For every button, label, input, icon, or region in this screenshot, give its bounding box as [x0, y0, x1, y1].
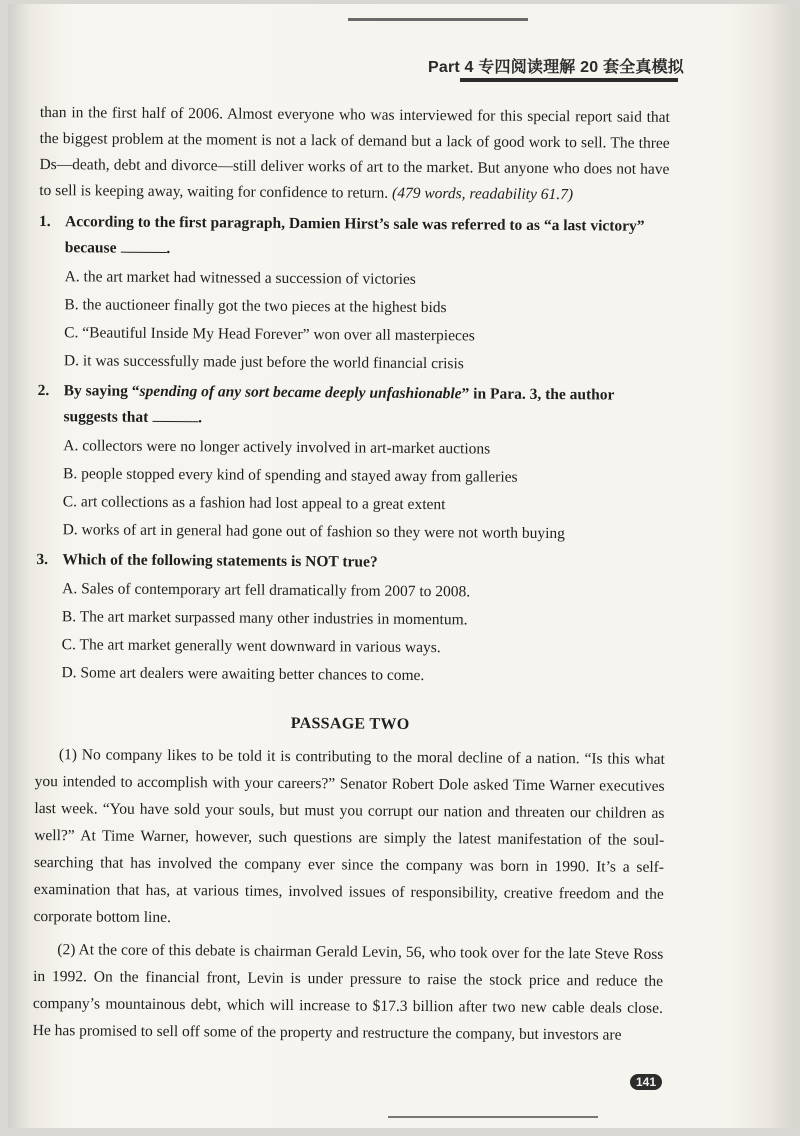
answer-blank: [120, 238, 166, 253]
option-b: B. people stopped every kind of spending and stayed away from galleries: [62, 465, 518, 486]
running-header: Part 4 专四阅读理解 20 套全真模拟: [427, 59, 684, 76]
option-d: D. it was successfully made just before the world financial crisis: [63, 352, 464, 373]
header-rule: [460, 78, 678, 82]
option-a: A. collectors were no longer actively involved in art-market auctions: [63, 437, 491, 458]
option-d: D. Some art dealers were awaiting better chances to come.: [61, 664, 425, 685]
option-c: C. “Beautiful Inside My Head Forever” won over all masterpieces: [64, 324, 475, 345]
page-content: [33, 100, 670, 1055]
passage-two-paragraph-2: (2) At the core of this debate is chairman Gerald Levin, 56, who took over for the late Steve Ross in 1992. On the financial front, Levin is under pressure to raise the stock price and reduce the company’s mountainous debt, which will increase to $17.3 billion after two new cable deals close. He has promised to sell off some of the property and restructure the company, but investors are: [32, 941, 664, 1044]
top-edge-bar: [348, 18, 528, 21]
option-c: C. The art market generally went downward in various ways.: [61, 636, 441, 657]
question-3: [35, 547, 666, 690]
question-stem-quote: spending of any sort became deeply unfashionable: [139, 382, 462, 403]
page-number-badge: 141: [630, 1074, 662, 1090]
option-b: B. The art market surpassed many other industries in momentum.: [61, 608, 468, 629]
option-c: C. art collections as a fashion had lost appeal to a great extent: [62, 493, 446, 514]
passage-two-title: PASSAGE TWO: [290, 714, 410, 733]
question-stem: According to the first paragraph, Damien Hirst’s sale was referred to as “a last victory” because: [64, 213, 645, 257]
question-number: 2.: [37, 381, 50, 400]
passage-one-ending-text: than in the first half of 2006. Almost everyone who was interviewed for this special report said that the biggest problem at the moment is not a lack of demand but a lack of good work to sell. The three Ds—death, debt and divorce—still deliver works of art to the market. But anyone who does not have to sell is keeping away, waiting for confidence to return.: [39, 103, 670, 202]
question-number: 3.: [36, 550, 49, 569]
footer-rule: [388, 1116, 598, 1118]
question-stem-start: By saying “: [63, 382, 140, 400]
answer-blank: [152, 407, 198, 422]
question-1: 1. According to the first paragraph, Damien Hirst’s sale was referred to as “a last victory” because . A. the art market had witnessed a succession of victories B. the auctioneer finally got the two pieces at the highest bids C. “Beautiful Inside My Head Forever” won over all masterpieces D. it was successfully made just before the world financial crisis: [38, 209, 669, 378]
passage-one-ending: [39, 100, 670, 209]
passage-two-paragraph-1: (1) No company likes to be told it is contributing to the moral decline of a nation. “Is this what you intended to accomplish with your careers?” Senator Robert Dole asked Time Warner executives last week. “You have sold your souls, but must you corrupt our nation and threaten our children as well?” At Time Warner, however, such questions are simply the latest manifestation of the soul-searching that has involved the company ever since the company was born in 1990. It’s a self-examination that has, at various times, involved issues of responsibility, creative freedom and the corporate bottom line.: [33, 746, 665, 927]
word-count-note: (479 words, readability 61.7): [392, 184, 574, 204]
option-a: A. Sales of contemporary art fell dramatically from 2007 to 2008.: [62, 580, 471, 601]
option-d: D. works of art in general had gone out of fashion so they were not worth buying: [62, 521, 566, 543]
question-stem: Which of the following statements is NOT true?: [62, 551, 378, 571]
question-number: 1.: [38, 212, 51, 231]
book-page: [8, 4, 794, 1128]
option-b: B. the auctioneer finally got the two pieces at the highest bids: [64, 296, 447, 317]
question-2: 2. By saying “spending of any sort became deeply unfashionable” in Para. 3, the author suggests that . A. collectors were no longer actively involved in art-market auctions B. people stopped every kind of spending and stayed away from galleries C. art collections as a fashion had lost appeal to a great extent D. works of art in general had gone out of fashion so they were not worth buying: [37, 378, 668, 547]
option-a: A. the art market had witnessed a succession of victories: [64, 268, 416, 288]
question-stem-end: ” in Para. 3, the author suggests that: [63, 385, 615, 426]
